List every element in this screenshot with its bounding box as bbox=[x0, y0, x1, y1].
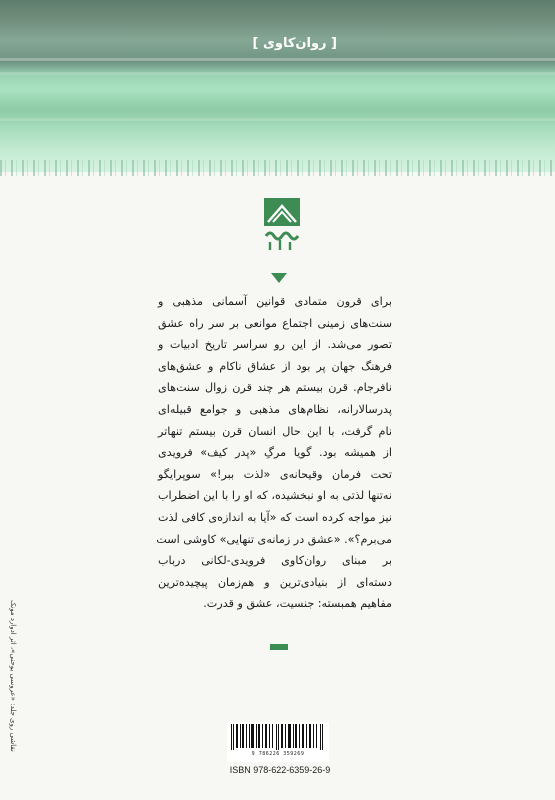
cover-top-band bbox=[0, 0, 555, 172]
section-marker-triangle bbox=[271, 273, 287, 283]
back-cover-blurb bbox=[158, 291, 392, 615]
blurb-line: نام گرفت، با این حال انسان قرن بیستم تنهاتر bbox=[158, 424, 392, 438]
blurb-line: سنت‌های زمینی اجتماع موانعی بر سر راه عشق bbox=[158, 316, 392, 330]
blurb-line: تحت فرمان وقیحانه‌ی «لذت ببر!» سوپرایگو bbox=[158, 467, 392, 481]
blurb-line: از همیشه بود. گویا مرگِ «پدر کیف» فرویدی bbox=[158, 446, 392, 460]
blurb-line: نافرجام. قرن بیستم هر چند قرن زوال سنت‌های bbox=[158, 381, 392, 395]
blurb-line: تصور می‌شد. از این رو سراسر تاریخ ادبیات و bbox=[158, 338, 392, 352]
band-stripe bbox=[0, 72, 555, 75]
isbn-label: ISBN 978-622-6359-26-9 bbox=[229, 765, 331, 775]
blurb-line: نه‌تنها لذتی به او نبخشیده، که او را با این اضطراب bbox=[158, 489, 392, 503]
section-marker-bar bbox=[270, 644, 288, 650]
blurb-line: فرهنگ جهان پر بود از عشاق ناکام و عشق‌های bbox=[158, 359, 392, 373]
blurb-line: می‌برم؟». «عشق در زمانه‌ی تنهایی» کاوشی است bbox=[156, 532, 392, 546]
barcode-digits: 9 786226 359269 bbox=[251, 751, 305, 757]
barcode-bars-icon bbox=[227, 722, 329, 752]
blurb-line: برای قرون متمادی قوانین آسمانی مذهبی و bbox=[158, 295, 392, 308]
band-stripe bbox=[0, 118, 555, 121]
band-stripe bbox=[0, 58, 555, 61]
blurb-line: بر مبنای روان‌کاوی فرویدی-لکانی درباب bbox=[158, 554, 392, 568]
series-label: [ روان‌کاوی ] bbox=[252, 36, 337, 51]
cover-art-credit: نقاشی روی جلد: «عروسی یوحنی»، اثر ادوارد مونک bbox=[9, 600, 17, 752]
blurb-line: دسته‌ای از بنیادی‌ترین و هم‌زمان پیچیده‌ترین bbox=[158, 575, 392, 589]
blurb-line: مفاهیم همبسته: جنسیت، عشق و قدرت. bbox=[203, 597, 392, 611]
blurb-line: پدرسالارانه، نظام‌های مذهبی و جوامع قبیله‌ای bbox=[158, 402, 392, 416]
publisher-logo-icon bbox=[262, 196, 302, 256]
band-fringe bbox=[0, 160, 555, 176]
blurb-line: نیز مواجه کرده است که «آیا به اندازه‌ی کافی لذت bbox=[158, 510, 392, 524]
